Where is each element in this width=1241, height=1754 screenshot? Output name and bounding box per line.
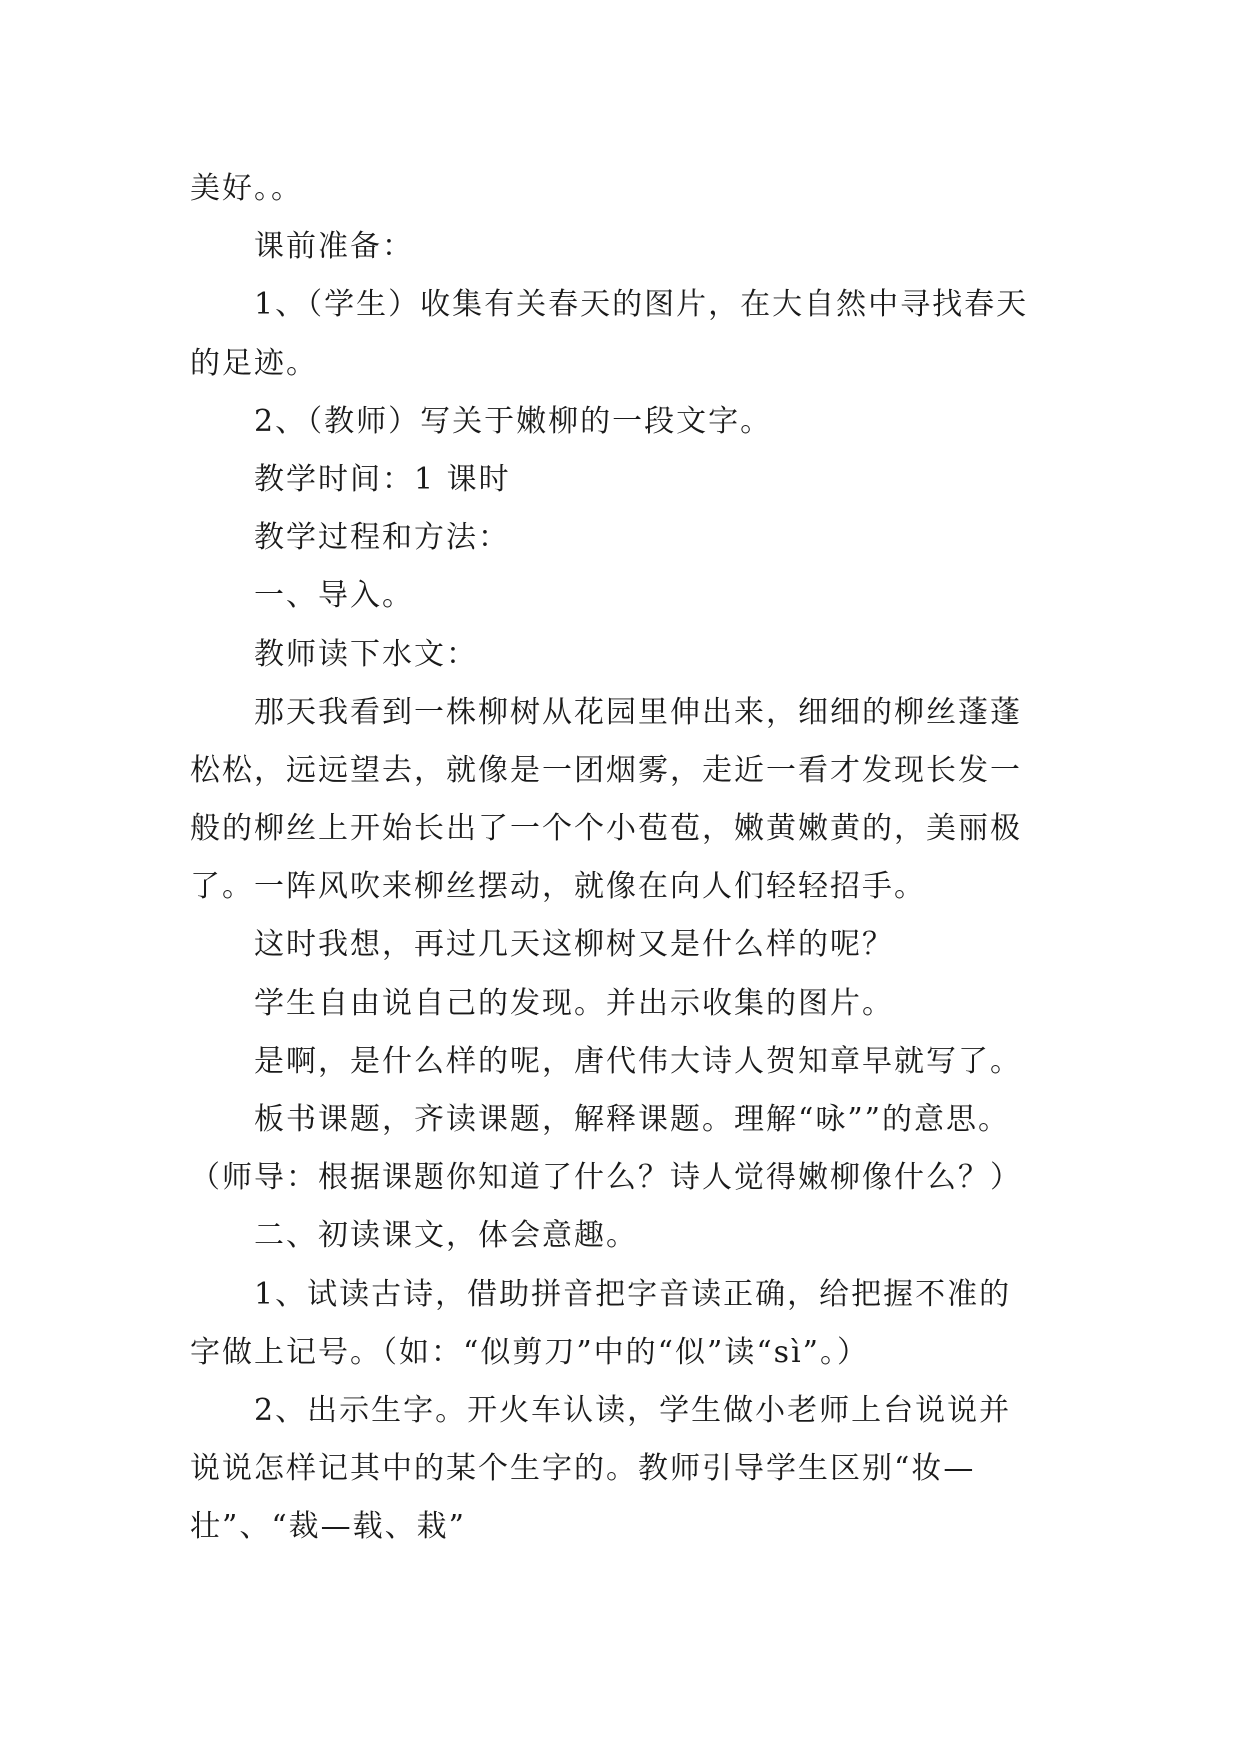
text-line: 说说怎样记其中的某个生字的。教师引导学生区别“妆— — [190, 1451, 976, 1487]
text-line: 了。一阵风吹来柳丝摆动，就像在向人们轻轻招手。 — [190, 869, 926, 905]
document-body — [190, 160, 1090, 1557]
text-line: 的足迹。 — [190, 345, 318, 381]
text-line: 美好。。 — [190, 171, 303, 206]
text-line: 松松，远远望去，就像是一团烟雾，走近一看才发现长发一 — [190, 752, 1022, 788]
text-line: 是啊，是什么样的呢，唐代伟大诗人贺知章早就写了。 — [254, 1043, 1022, 1079]
text-line: （师导：根据课题你知道了什么？诗人觉得嫩柳像什么？） — [190, 1160, 1022, 1196]
text-line: 壮”、“裁—载、栽” — [190, 1509, 467, 1545]
text-line: 教师读下水文： — [254, 636, 478, 672]
text-line: 那天我看到一株柳树从花园里伸出来，细细的柳丝蓬蓬 — [254, 694, 1022, 730]
text-line: 教学过程和方法： — [254, 520, 510, 556]
text-line: 一、导入。 — [254, 578, 414, 614]
text-line: 般的柳丝上开始长出了一个个小苞苞，嫩黄嫩黄的，美丽极 — [190, 811, 1022, 847]
text-line: 课前准备： — [254, 229, 414, 265]
text-line: 1、试读古诗，借助拼音把字音读正确，给把握不准的 — [254, 1276, 1012, 1312]
text-line: 2、（教师）写关于嫩柳的一段文字。 — [254, 403, 773, 439]
text-line: 板书课题，齐读课题，解释课题。理解“咏””的意思。 — [254, 1102, 1011, 1137]
text-line: 教学时间：1 课时 — [254, 461, 511, 497]
text-line: 1、（学生）收集有关春天的图片，在大自然中寻找春天 — [254, 287, 1029, 323]
text-line: 学生自由说自己的发现。并出示收集的图片。 — [254, 985, 894, 1021]
text-line: 字做上记号。（如：“似剪刀”中的“似”读“sì”。） — [190, 1334, 870, 1370]
text-line: 这时我想，再过几天这柳树又是什么样的呢？ — [254, 927, 894, 963]
text-line: 二、初读课文，体会意趣。 — [254, 1218, 638, 1254]
text-line: 2、出示生字。开火车认读，学生做小老师上台说说并 — [254, 1392, 1012, 1428]
